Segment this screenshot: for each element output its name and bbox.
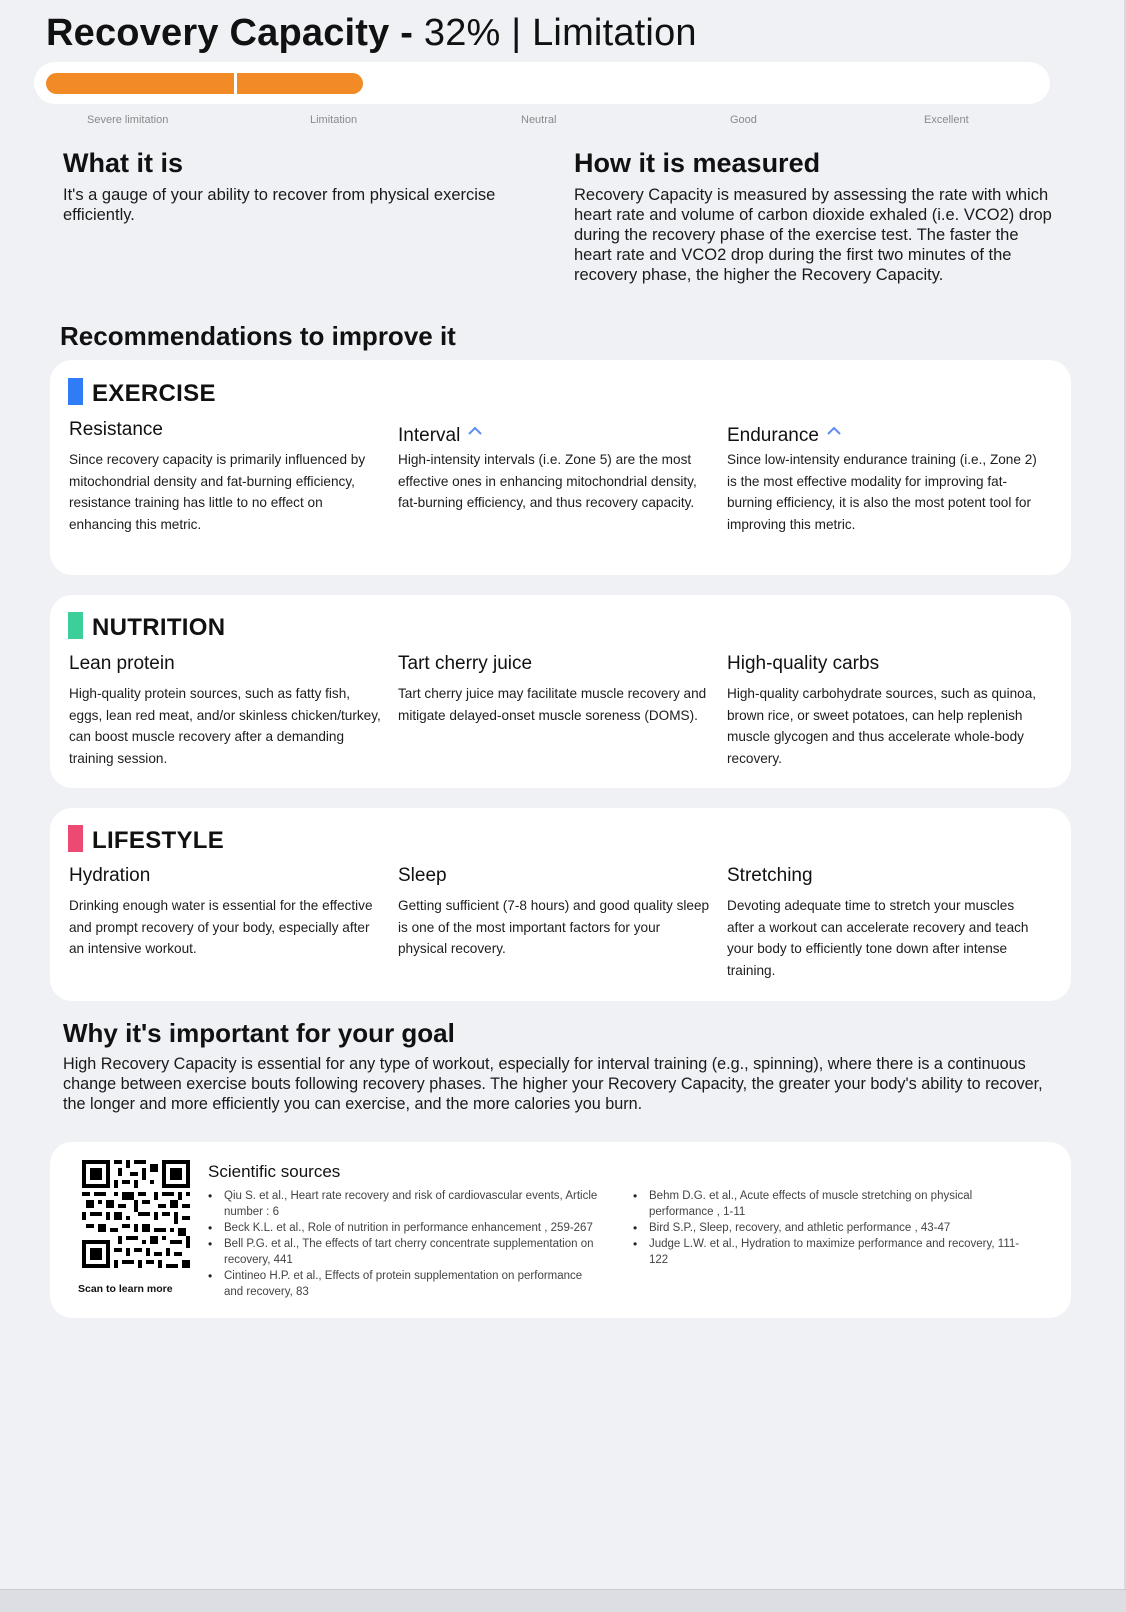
sources-card <box>50 1142 1071 1318</box>
scale-label: Good <box>730 114 757 126</box>
chevron-up-icon <box>468 419 482 441</box>
rec-item <box>727 419 1042 535</box>
rec-item <box>69 653 384 769</box>
sources-list-left <box>208 1188 600 1300</box>
source-item: • Cintineo H.P. et al., Effects of protein supplementation on performance and recovery, 83 <box>208 1268 600 1300</box>
score-bar-divider <box>234 71 237 95</box>
exercise-card <box>50 360 1071 575</box>
rec-item <box>727 865 1042 981</box>
rec-item-text: High-quality carbohydrate sources, such as quinoa, brown rice, or sweet potatoes, can help replenish muscle glycogen and thus accelerate whole-body recovery. <box>727 686 1037 766</box>
page-title <box>46 12 697 55</box>
metric-name: Recovery Capacity - <box>46 12 414 54</box>
what-it-is-text: It's a gauge of your ability to recover from physical exercise efficiently. <box>63 186 496 224</box>
rec-item-title-row <box>398 419 713 449</box>
rec-item-title: Endurance <box>727 425 819 446</box>
nutrition-card <box>50 595 1071 788</box>
exercise-title: EXERCISE <box>92 380 216 407</box>
rec-item-title: Tart cherry juice <box>398 653 533 674</box>
rec-item-text: Drinking enough water is essential for the effective and prompt recovery of your body, especially after an intensive workout. <box>69 898 373 956</box>
lifestyle-card <box>50 808 1071 1001</box>
rec-item <box>398 653 713 726</box>
score-bar-track <box>34 62 1050 104</box>
rec-item <box>69 865 384 960</box>
sources-list-right <box>633 1188 1031 1268</box>
rec-item-text: Getting sufficient (7-8 hours) and good quality sleep is one of the most important factors for your physical recovery. <box>398 898 710 956</box>
rec-item-title: Sleep <box>398 865 447 886</box>
rec-item-text: Devoting adequate time to stretch your muscles after a workout can accelerate recovery and teach your body to efficiently tone down after intense training. <box>727 898 1029 978</box>
sources-title: Scientific sources <box>208 1162 341 1181</box>
rec-item-title: Resistance <box>69 419 163 440</box>
rec-item-title: Interval <box>398 425 461 446</box>
nutrition-title: NUTRITION <box>92 614 226 641</box>
how-measured-text: Recovery Capacity is measured by assessing the rate with which heart rate and volume of carbon dioxide exhaled (i.e. VCO2) drop during the recovery phase of the exercise test. The faster the heart rate and VCO2 drop during the first two minutes of the recovery phase, the higher the Recovery Capacity. <box>574 186 1052 284</box>
how-measured-heading: How it is measured <box>574 148 821 178</box>
rec-item-text: Since recovery capacity is primarily influenced by mitochondrial density and fat-burning efficiency, resistance training has little to no effect on enhancing this metric. <box>69 452 366 532</box>
score-bar-fill <box>46 73 363 94</box>
source-item: • Qiu S. et al., Heart rate recovery and risk of cardiovascular events, Article number : 6 <box>208 1188 600 1220</box>
scale-label: Severe limitation <box>87 114 169 126</box>
rec-item-text: High-quality protein sources, such as fatty fish, eggs, lean red meat, and/or skinless chicken/turkey, can boost muscle recovery after a demanding training session. <box>69 686 381 766</box>
rec-item-text: High-intensity intervals (i.e. Zone 5) are the most effective ones in enhancing mitochondrial density, fat-burning efficiency, and thus recovery capacity. <box>398 452 697 510</box>
metric-value: 32% | Limitation <box>423 12 697 54</box>
rec-item-text: Tart cherry juice may facilitate muscle recovery and mitigate delayed-onset muscle soreness (DOMS). <box>398 686 707 723</box>
nutrition-color-marker <box>68 612 83 639</box>
source-item: • Beck K.L. et al., Role of nutrition in performance enhancement , 259-267 <box>208 1220 600 1236</box>
rec-item <box>398 419 713 514</box>
rec-item-title: High-quality carbs <box>727 653 880 674</box>
lifestyle-color-marker <box>68 825 83 852</box>
qr-code[interactable] <box>82 1160 190 1268</box>
rec-item <box>727 653 1042 769</box>
rec-item-text: Since low-intensity endurance training (i.e., Zone 2) is the most effective modality for improving fat-burning efficiency, it is also the most potent tool for improving this metric. <box>727 452 1037 532</box>
bottom-band <box>0 1590 1126 1612</box>
lifestyle-title: LIFESTYLE <box>92 827 225 854</box>
rec-item <box>69 419 384 535</box>
rec-item-title: Lean protein <box>69 653 175 674</box>
source-item: • Bell P.G. et al., The effects of tart cherry concentrate supplementation on recovery, 441 <box>208 1236 600 1268</box>
why-heading: Why it's important for your goal <box>63 1018 455 1048</box>
rec-item-title: Stretching <box>727 865 813 886</box>
source-item: • Judge L.W. et al., Hydration to maximize performance and recovery, 111-122 <box>633 1236 1031 1268</box>
source-item: • Behm D.G. et al., Acute effects of muscle stretching on physical performance , 1-11 <box>633 1188 1031 1220</box>
scale-label: Limitation <box>310 114 358 126</box>
what-it-is-heading: What it is <box>63 148 183 178</box>
chevron-up-icon <box>827 419 841 441</box>
source-item: • Bird S.P., Sleep, recovery, and athletic performance , 43-47 <box>633 1220 1031 1236</box>
rec-item-title: Hydration <box>69 865 151 886</box>
recommendations-heading: Recommendations to improve it <box>60 321 456 351</box>
scale-label: Neutral <box>521 114 557 126</box>
exercise-color-marker <box>68 378 83 405</box>
scan-label: Scan to learn more <box>78 1283 173 1295</box>
why-text: High Recovery Capacity is essential for any type of workout, especially for interval training (e.g., spinning), where there is a continuous change between exercise bouts following recovery phases. The higher your Recovery Capacity, the greater your body's ability to recover, the longer and more efficiently you can exercise, and the more calories you burn. <box>63 1055 1043 1113</box>
scale-label: Excellent <box>924 114 969 126</box>
rec-item <box>398 865 713 960</box>
rec-item-title-row <box>727 419 1042 449</box>
